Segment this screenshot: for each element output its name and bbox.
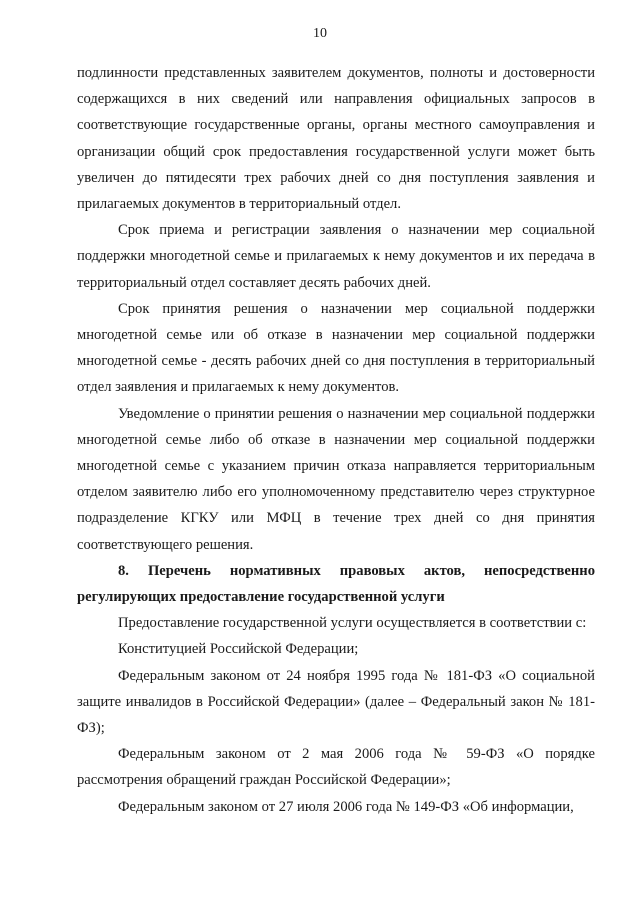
list-item-law-149: Федеральным законом от 27 июля 2006 года № 149-ФЗ «Об информации, [118,798,574,815]
document-body [77,60,595,820]
paragraph-decision-term: Срок принятия решения о назначении мер социальной поддержки многодетной семье или об отказе в назначении мер социальной поддержки многодетной семье - десять рабочих дней со дня поступления в территориальный отдел заявления и прилагаемых к нему документов. [77,300,595,396]
list-item-law-59: Федеральным законом от 2 мая 2006 года № 59-ФЗ «О порядке рассмотрения обращений граждан Российской Федерации»; [77,746,595,789]
paragraph-legal-basis: Предоставление государственной услуги осуществляется в соответствии с: [118,615,587,632]
list-item-constitution: Конституцией Российской Федерации; [118,641,359,658]
paragraph-registration-term: Срок приема и регистрации заявления о назначении мер социальной поддержки многодетной семье и прилагаемых к нему документов и их передача в территориальный отдел составляет десять рабочих дней. [77,222,595,291]
list-item-law-181: Федеральным законом от 24 ноября 1995 года № 181-ФЗ «О социальной защите инвалидов в Российской Федерации» (далее – Федеральный закон № 181-ФЗ); [77,667,595,737]
paragraph-notification: Уведомление о принятии решения о назначении мер социальной поддержки многодетной семье либо об отказе в назначении мер социальной поддержки многодетной семье с указанием причин отказа направляется территориальным отделом заявителю либо его уполномоченному представителю через структурное подразделение КГКУ или МФЦ в течение трех дней со дня принятия соответствующего решения. [77,405,595,553]
section-heading: 8. Перечень нормативных правовых актов, непосредственно регулирующих предоставление государственной услуги [77,562,595,606]
paragraph-review-period: подлинности представленных заявителем документов, полноты и достоверности содержащихся в них сведений или направления официальных запросов в соответствующие государственные органы, органы местного самоуправления и организации общий срок предоставления государственной услуги может быть увеличен до пятидесяти трех рабочих дней со дня поступления заявления и прилагаемых документов в территориальный отдел. [77,65,595,213]
page-number: 10 [313,26,327,41]
